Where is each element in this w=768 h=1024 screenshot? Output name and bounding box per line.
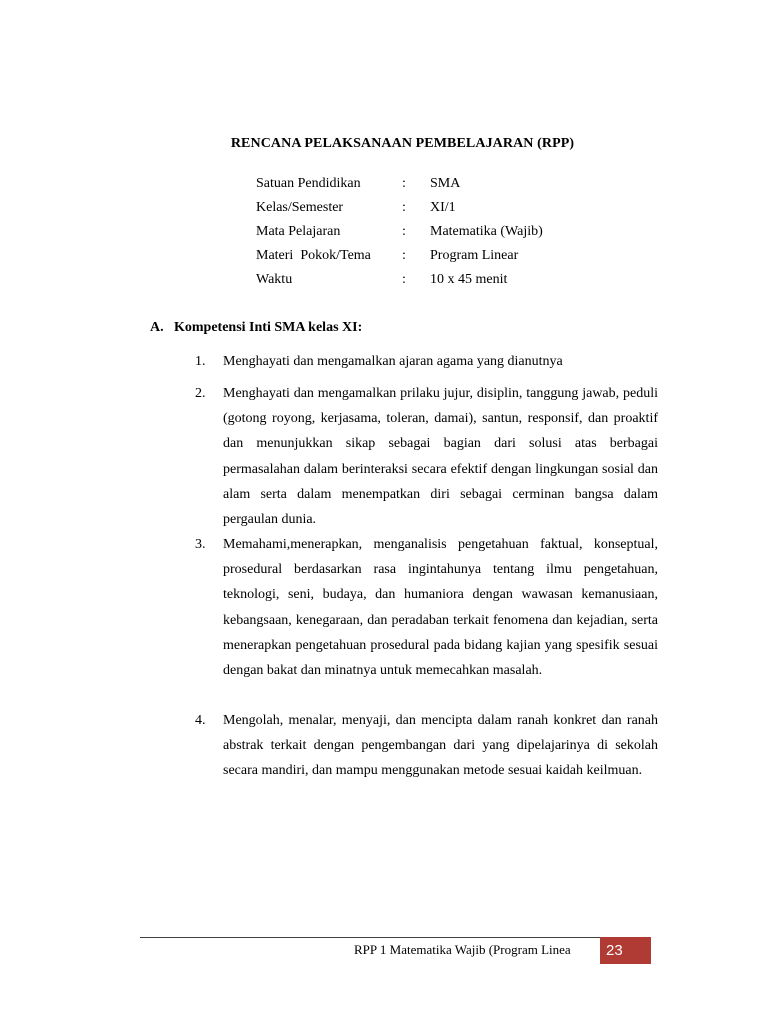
list-number: 3. [195, 537, 206, 552]
meta-colon: : [402, 224, 406, 239]
footer-divider [140, 937, 600, 938]
list-item [195, 708, 658, 784]
meta-value: XI/1 [430, 200, 456, 215]
meta-label: Mata Pelajaran [256, 224, 341, 239]
list-text: Mengolah, menalar, menyaji, dan mencipta dalam ranah konkret dan ranah abstrak terkait dengan pengembangan dari yang dipelajarinya di sekolah secara mandiri, dan mampu menggunakan metode sesuai kaidah keilmuan. [223, 713, 658, 779]
meta-value: Program Linear [430, 248, 519, 263]
meta-label: Materi Pokok/Tema [256, 248, 371, 263]
footer-text: RPP 1 Matematika Wajib (Program Linea [354, 942, 571, 957]
section-letter: A. [150, 320, 164, 335]
page-number-badge: 23 [600, 937, 651, 964]
page-title: RENCANA PELAKSANAAN PEMBELAJARAN (RPP) [230, 136, 575, 151]
meta-value: Matematika (Wajib) [430, 224, 543, 239]
list-item [195, 532, 658, 683]
list-text: Menghayati dan mengamalkan prilaku jujur, disiplin, tanggung jawab, peduli (gotong royong, kerjasama, toleran, damai), santun, responsif, dan proaktif dan menunjukkan sikap sebagai bagian dari solusi atas berbagai permasalahan dalam berinteraksi secara efektif dengan lingkungan sosial dan alam serta dalam menempatkan diri sebagai cerminan bangsa dalam pergaulan dunia. [223, 386, 658, 528]
section-title: Kompetensi Inti SMA kelas XI: [174, 320, 363, 335]
meta-value: SMA [430, 176, 461, 191]
section-heading [150, 320, 362, 336]
list-number: 1. [195, 354, 206, 369]
meta-colon: : [402, 272, 406, 287]
list-item [195, 381, 658, 532]
meta-label: Satuan Pendidikan [256, 176, 361, 191]
meta-colon: : [402, 200, 406, 215]
meta-label: Waktu [256, 272, 293, 287]
list-text: Memahami,menerapkan, menganalisis pengetahuan faktual, konseptual, prosedural berdasarkan rasa ingintahunya tentang ilmu pengetahuan, teknologi, seni, budaya, dan humaniora dengan wawasan kemanusiaan, kebangsaan, kenegaraan, dan peradaban terkait fenomena dan kejadian, serta menerapkan pengetahuan prosedural pada bidang kajian yang spesifik sesuai dengan bakat dan minatnya untuk memecahkan masalah. [223, 537, 658, 679]
list-number: 2. [195, 386, 206, 401]
list-text: Menghayati dan mengamalkan ajaran agama yang dianutnya [223, 354, 563, 369]
list-number: 4. [195, 713, 206, 728]
list-item [195, 349, 658, 374]
meta-value: 10 x 45 menit [430, 272, 508, 287]
meta-colon: : [402, 176, 406, 191]
meta-colon: : [402, 248, 406, 263]
meta-label: Kelas/Semester [256, 200, 344, 215]
